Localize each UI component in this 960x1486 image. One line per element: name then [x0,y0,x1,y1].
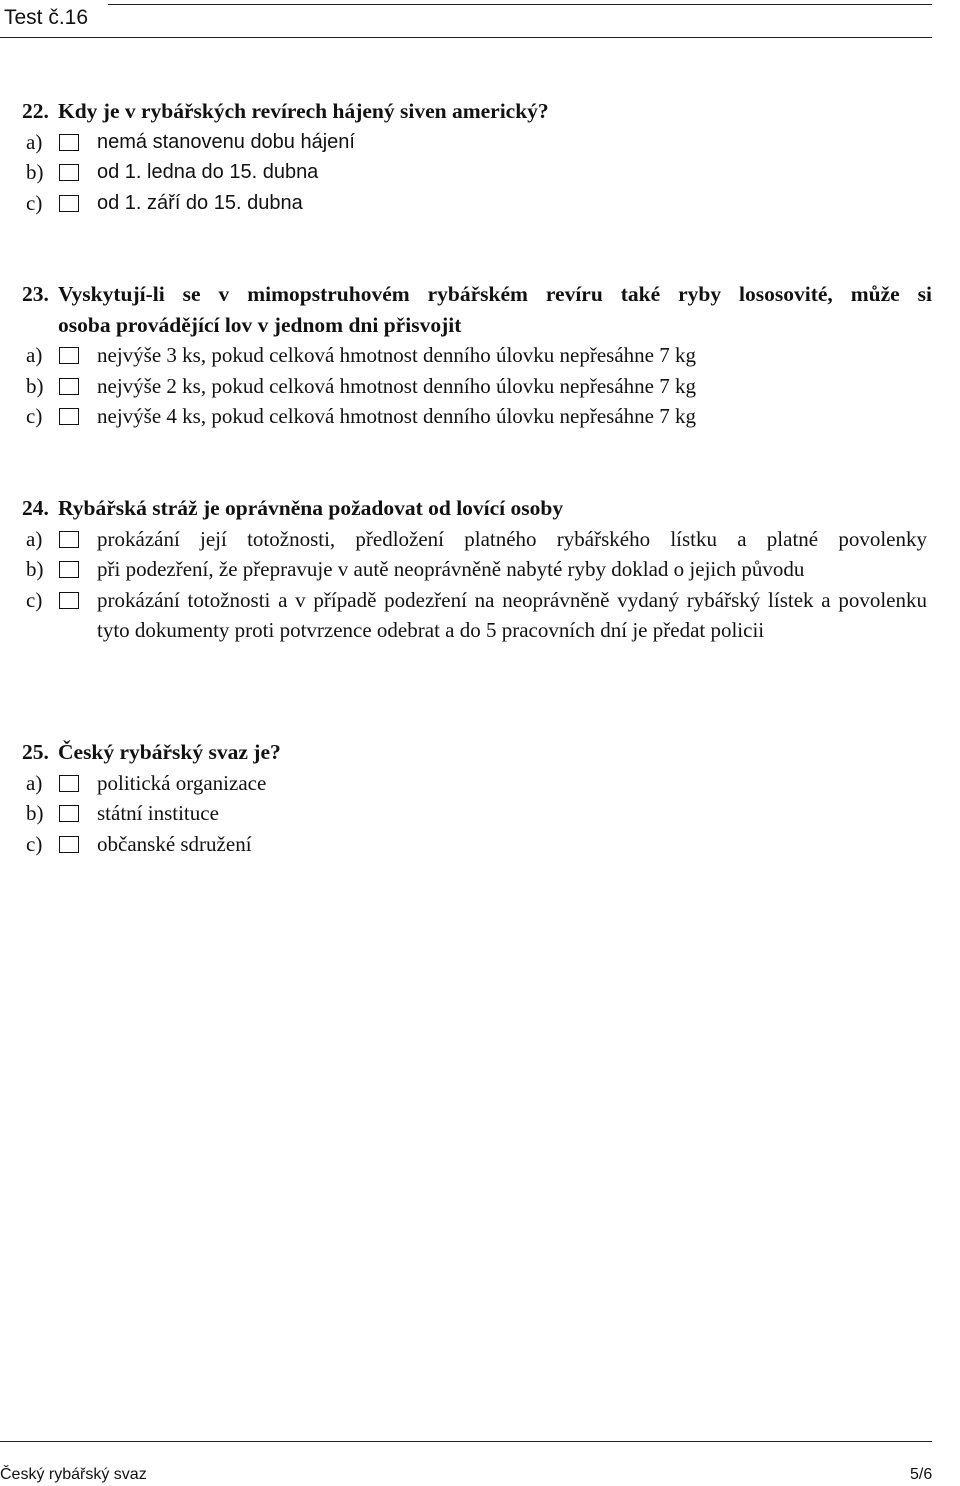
option-letter: b) [26,373,44,398]
test-title: Test č.16 [4,6,89,29]
option-text: prokázání její totožnosti, předložení platného rybářského lístku a platné povolenky [97,526,927,551]
option-a [22,524,932,555]
question-25-title [22,737,932,768]
question-text: Rybářská stráž je oprávněna požadovat od lovící osoby [58,496,564,520]
option-c [22,401,932,432]
question-25 [22,737,932,859]
option-letter: a) [26,129,43,154]
question-22 [22,96,932,218]
option-text: nejvýše 2 ks, pokud celková hmotnost denního úlovku nepřesáhne 7 kg [97,373,696,398]
option-a [22,768,932,799]
option-text: od 1. ledna do 15. dubna [97,161,319,183]
option-text: od 1. září do 15. dubna [97,191,303,214]
question-number: 22. [22,99,49,123]
page-header [0,0,960,40]
option-c [22,585,932,646]
option-letter: b) [26,160,44,184]
header-rule-top [108,4,932,5]
question-text: Český rybářský svaz je? [58,740,281,764]
page-footer [0,1436,960,1486]
option-c [22,188,932,219]
footer-organization: Český rybářský svaz [0,1466,147,1483]
question-23-title [22,279,932,340]
option-a [22,127,932,158]
answer-checkbox[interactable] [59,592,79,609]
question-number: 24. [22,496,49,520]
option-text: nejvýše 3 ks, pokud celková hmotnost denního úlovku nepřesáhne 7 kg [97,343,696,367]
answer-checkbox[interactable] [59,378,79,395]
option-c [22,829,932,860]
answer-checkbox[interactable] [59,531,79,548]
question-24-title [22,493,932,524]
option-b [22,798,932,829]
option-a [22,340,932,371]
option-b [22,371,932,402]
option-letter: c) [26,587,43,612]
option-text: nemá stanovenu dobu hájení [97,130,355,153]
option-letter: c) [26,190,43,215]
question-24 [22,493,932,646]
option-text: státní instituce [97,801,219,825]
answer-checkbox[interactable] [59,164,79,181]
answer-checkbox[interactable] [59,134,79,151]
question-22-title [22,96,932,127]
header-rule-bottom [0,37,932,38]
option-text: při podezření, že přepravuje v autě neoprávněně nabyté ryby doklad o jejich původu [97,557,805,581]
footer-rule [0,1441,932,1442]
option-letter: b) [26,557,44,581]
answer-checkbox[interactable] [59,775,79,792]
option-letter: c) [26,404,43,428]
option-letter: a) [26,526,43,551]
answer-checkbox[interactable] [59,195,79,212]
option-text: politická organizace [97,770,267,795]
answer-checkbox[interactable] [59,805,79,822]
answer-checkbox[interactable] [59,561,79,578]
answer-checkbox[interactable] [59,408,79,425]
option-text: nejvýše 4 ks, pokud celková hmotnost denního úlovku nepřesáhne 7 kg [97,404,696,428]
question-text-line-1: Vyskytují-li se v mimopstruhovém rybářském revíru také ryby lososovité, může si [58,282,932,306]
option-letter: b) [26,801,44,825]
answer-checkbox[interactable] [59,836,79,853]
option-b [22,554,932,585]
question-number: 25. [22,740,49,764]
question-text: Kdy je v rybářských revírech hájený siven americký? [58,99,549,123]
option-text: prokázání totožnosti a v případě podezření na neoprávněně vydaný rybářský lístek a povolenku tyto dokumenty proti potvrzence odebrat a do 5 pracovních dní je předat policii [97,587,927,642]
option-letter: c) [26,831,43,856]
page-number: 5/6 [910,1466,933,1483]
option-letter: a) [26,343,43,367]
option-b [22,157,932,188]
question-text-line-2: osoba provádějící lov v jednom dni přisvojit [58,312,462,337]
answer-checkbox[interactable] [59,347,79,364]
option-letter: a) [26,770,43,795]
question-number: 23. [22,282,49,306]
question-23 [22,279,932,432]
option-text: občanské sdružení [97,831,252,856]
